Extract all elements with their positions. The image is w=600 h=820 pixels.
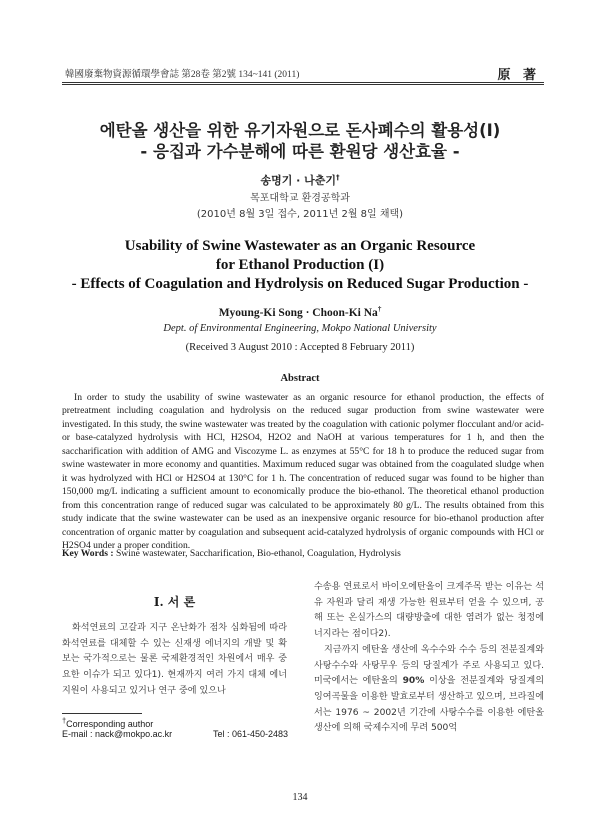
korean-affiliation: 목포대학교 환경공학과 xyxy=(250,193,350,204)
english-authors xyxy=(0,305,600,319)
intro-p3-end: 이상을 전분질계와 당질계의 잉여곡물을 이용한 발효로부터 생산하고 있으며, 브라질에서는 1976 ~ 2002년 기간에 사탕수수를 이용한 에탄올 생산에 의해 국제수지에 무려 500억 xyxy=(314,676,544,734)
footnote-mark: † xyxy=(62,716,67,725)
english-author-names: Myoung-Ki Song · Choon-Ki Na xyxy=(218,306,378,319)
english-affiliation: Dept. of Environmental Engineering, Mokpo National University xyxy=(163,323,437,334)
footnote-email: E-mail : nack@mokpo.ac.kr xyxy=(62,729,173,739)
korean-title xyxy=(0,120,600,162)
keywords xyxy=(62,548,401,559)
english-corresponding-mark: † xyxy=(377,305,382,313)
korean-dates: (2010년 8월 3일 접수, 2011년 2월 8일 채택) xyxy=(196,209,404,220)
column-left xyxy=(62,621,287,700)
footnote-corresponding-label: Corresponding author xyxy=(66,719,154,729)
abstract-body xyxy=(62,391,544,552)
korean-title-line2: - 응집과 가수분해에 따른 환원당 생산효율 - xyxy=(140,142,460,161)
article-type-tag: 原 著 xyxy=(497,68,540,83)
english-title-line2: for Ethanol Production (I) xyxy=(215,257,385,273)
intro-p3-percent: 90% xyxy=(402,676,425,687)
intro-paragraph-3 xyxy=(314,643,544,737)
abstract-text: In order to study the usability of swine wastewater as an organic resource for ethanol production, the effects of pretreatment including coagulation and hydrolysis on the reduced sugar production from swine wastewater were investigated. In this study, the swine wastewater was treated by the coagulation with cationic polymer flocculant and/or acid- or base-catalyzed hydrolysis with HCl, H2SO4, H2O2 and NaOH at various temperatures for 1 h, and then the saccharification with addition of AMG and Viscozyme L. as enzymes at 55°C for 18 h to produce the reduced sugar from swine wastewater in more economy and quantities. Maximum reduced sugar was obtained from the coagulated sludge when it was hydrolyzed with HCl or H2SO4 at 130°C for 1 h. The concentration of reduced sugar was found to be higher than 150,000 mg/L indicating a sufficient amount to economically produce the bio-ethanol. The theoretical ethanol production from this concentration range of reduced sugar was calculated to be approximately 80 g/L. The results obtained from this study indicate that the swine wastewater can be used as an inexpensive organic resource for bio-ethanol production after concentration of organic matter by coagulation and subsequent acid-catalyzed hydrolysis of organic compounds with HCl or H2SO4 under a proper condition. xyxy=(62,392,544,551)
english-title-line1: Usability of Swine Wastewater as an Organic Resource xyxy=(124,238,476,254)
footnote-tel: Tel : 061-450-2483 xyxy=(213,729,289,739)
column-right xyxy=(314,580,544,737)
korean-authors xyxy=(0,172,600,188)
korean-author-names: 송명기 · 나춘기 xyxy=(260,174,337,187)
english-dates: (Received 3 August 2010 : Accepted 8 February 2011) xyxy=(185,342,415,353)
intro-p3-start: 지금까지 에탄올 생산에 옥수수와 수수 등의 전분질계와 사탕수수와 사탕무우 등의 당질계가 주로 사용되고 있다. 미국에서는 에탄올의 xyxy=(314,644,544,687)
journal-citation: 韓國廢棄物資源循環學會誌 第28卷 第2號 134~141 (2011) xyxy=(65,70,300,80)
keywords-text: Swine wastewater, Saccharification, Bio-ethanol, Coagulation, Hydrolysis xyxy=(115,548,401,559)
intro-paragraph-1: 화석연료의 고갈과 지구 온난화가 점차 심화됨에 따라 화석연료를 대체할 수 있는 신재생 에너지의 개발 및 확보는 국가적으로는 물론 국제환경적인 차원에서 매우 중요한 이슈가 되고 있다1). 현재까지 여러 가지 대체 에너지원이 사용되고 있거나 연구 중에 있으나 xyxy=(62,623,287,696)
korean-corresponding-mark: † xyxy=(336,173,340,182)
section-heading-introduction: I. 서 론 xyxy=(153,595,196,609)
intro-paragraph-2: 수송용 연료로서 바이오에탄올이 크게주목 받는 이유는 석유 자원과 달리 재생 가능한 원료부터 얻을 수 있으며, 공해 또는 온실가스의 대량방출에 대한 염려가 없는 청정에너지라는 점이다2). xyxy=(314,582,544,640)
keywords-label: Key Words : xyxy=(62,548,114,559)
footnote-corresponding xyxy=(62,716,153,729)
page-number: 134 xyxy=(292,792,308,803)
footnote-rule xyxy=(62,713,142,714)
english-title xyxy=(0,237,600,294)
abstract-heading: Abstract xyxy=(280,373,320,384)
english-title-line3: - Effects of Coagulation and Hydrolysis on Reduced Sugar Production - xyxy=(71,276,529,292)
korean-title-line1: 에탄올 생산을 위한 유기자원으로 돈사폐수의 활용성(I) xyxy=(99,121,501,140)
header-rule-bottom xyxy=(62,84,544,85)
header-rule-top xyxy=(62,82,544,83)
